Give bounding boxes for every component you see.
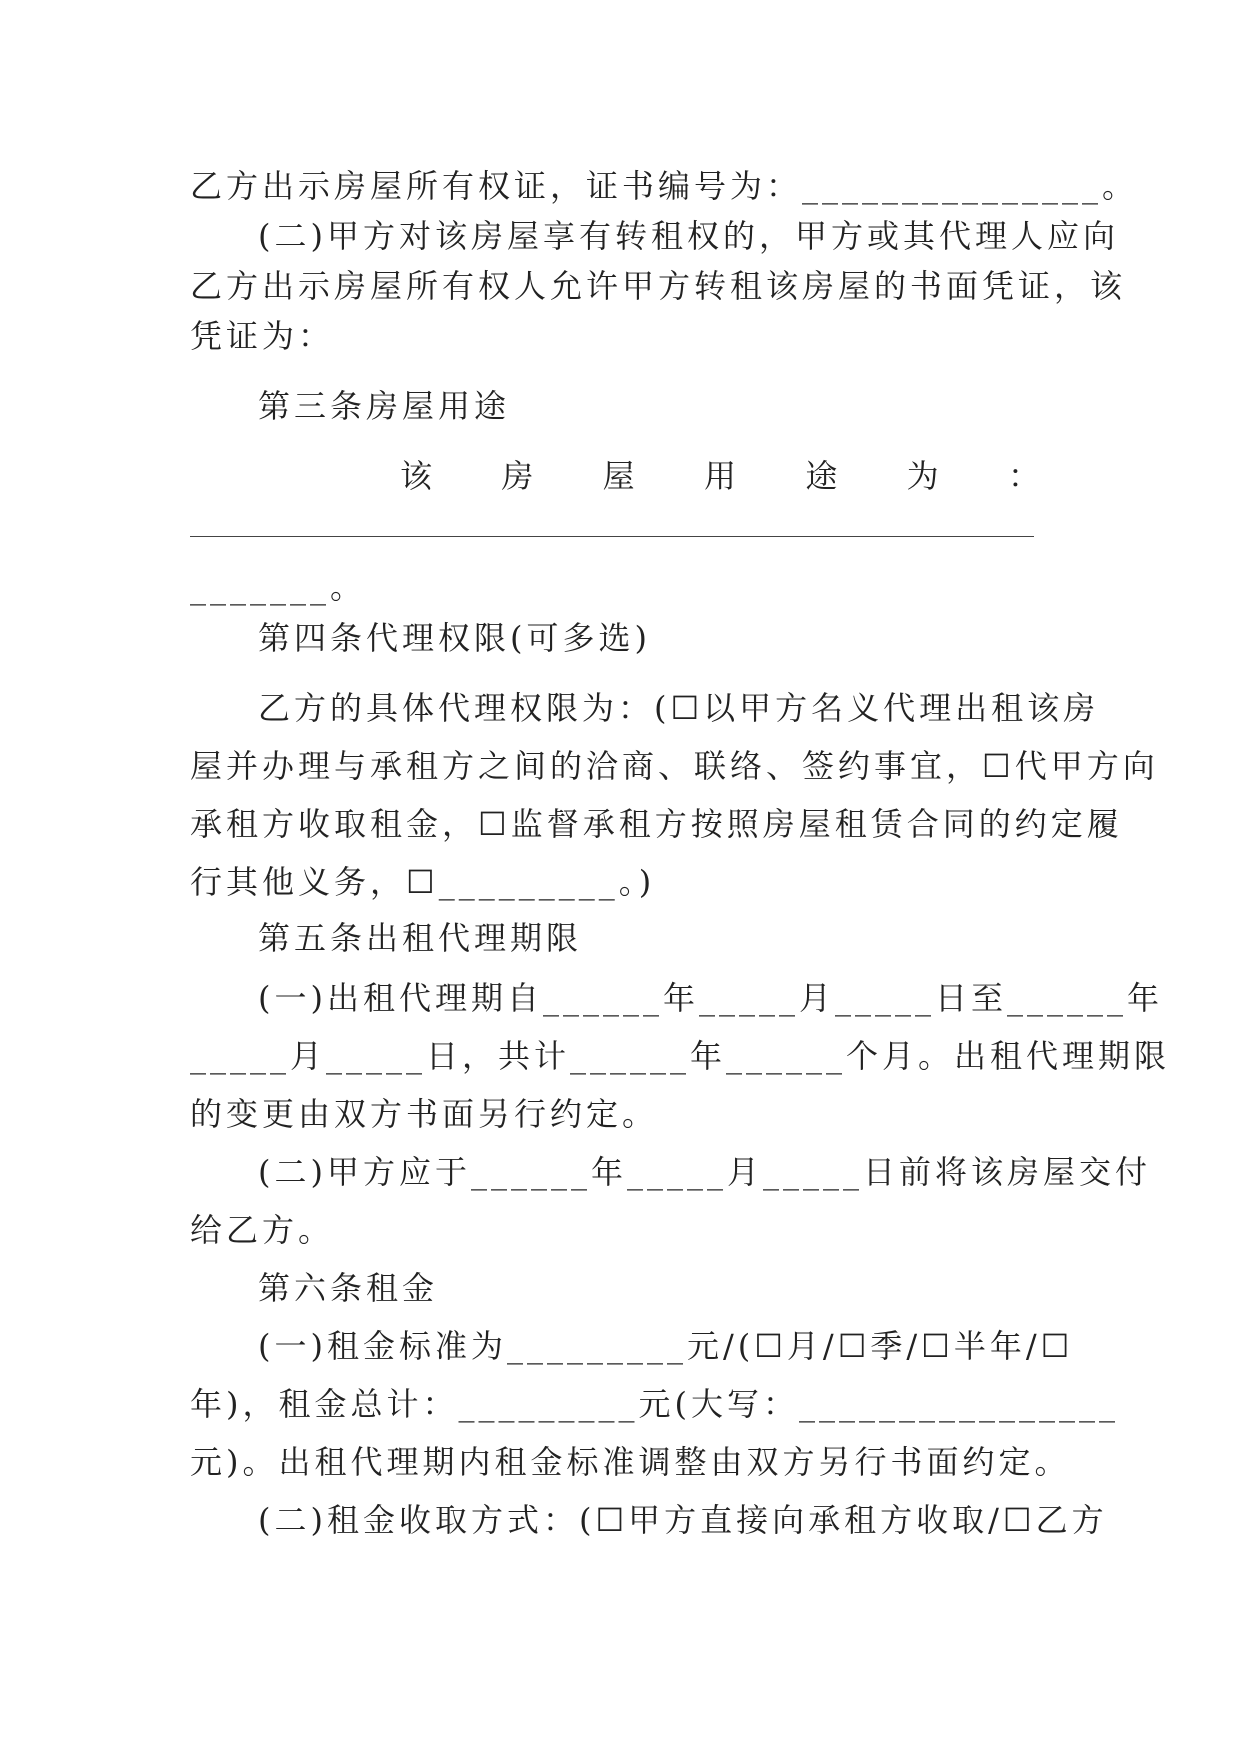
usage-char: ： (1007, 457, 1040, 495)
usage-char: 房 (501, 457, 534, 495)
text-line: 屋并办理与承租方之间的洽商、联络、签约事宜，☐代甲方向 (190, 747, 1159, 785)
text-line: (一)出租代理期自______年_____月_____日至______年 (258, 979, 1163, 1017)
section-heading: 第四条代理权限(可多选) (258, 619, 651, 657)
section-heading: 第六条租金 (258, 1269, 439, 1307)
text-line: 的变更由双方书面另行约定。 (190, 1095, 659, 1133)
usage-char: 为 (906, 457, 939, 495)
text-line: (一)租金标准为_________元/(☐月/☐季/☐半年/☐ (258, 1327, 1074, 1365)
text-line: 给乙方。 (190, 1211, 335, 1249)
text-line: 乙方出示房屋所有权人允许甲方转租该房屋的书面凭证，该 (190, 267, 1127, 305)
usage-char: 用 (703, 457, 736, 495)
section-heading: 第三条房屋用途 (258, 387, 511, 425)
usage-char: 途 (805, 457, 838, 495)
fill-in-blank-line (190, 536, 1034, 537)
section-heading: 第五条出租代理期限 (258, 919, 583, 957)
text-line: (二)租金收取方式：(☐甲方直接向承租方收取/☐乙方 (258, 1501, 1108, 1539)
usage-char: 屋 (602, 457, 635, 495)
text-line: (二)甲方对该房屋享有转租权的，甲方或其代理人应向 (258, 217, 1119, 255)
text-line: 行其他义务，☐_________。) (190, 863, 656, 901)
text-line: _______。 (190, 568, 367, 606)
text-line: 年)，租金总计：_________元(大写：________________ (190, 1385, 1119, 1423)
text-line: (二)甲方应于______年_____月_____日前将该房屋交付 (258, 1153, 1151, 1191)
text-line: 乙方出示房屋所有权证，证书编号为：_______________。 (190, 167, 1139, 205)
text-line: _____月_____日，共计______年______个月。出租代理期限 (190, 1037, 1171, 1075)
text-line: 乙方的具体代理权限为：(☐以甲方名义代理出租该房 (258, 689, 1100, 727)
usage-char: 该 (400, 457, 433, 495)
text-line: 凭证为： (190, 317, 335, 355)
text-line: 元)。出租代理期内租金标准调整由双方另行书面约定。 (190, 1443, 1071, 1481)
text-line: 承租方收取租金，☐监督承租方按照房屋租赁合同的约定履 (190, 805, 1123, 843)
usage-line (400, 456, 1040, 496)
